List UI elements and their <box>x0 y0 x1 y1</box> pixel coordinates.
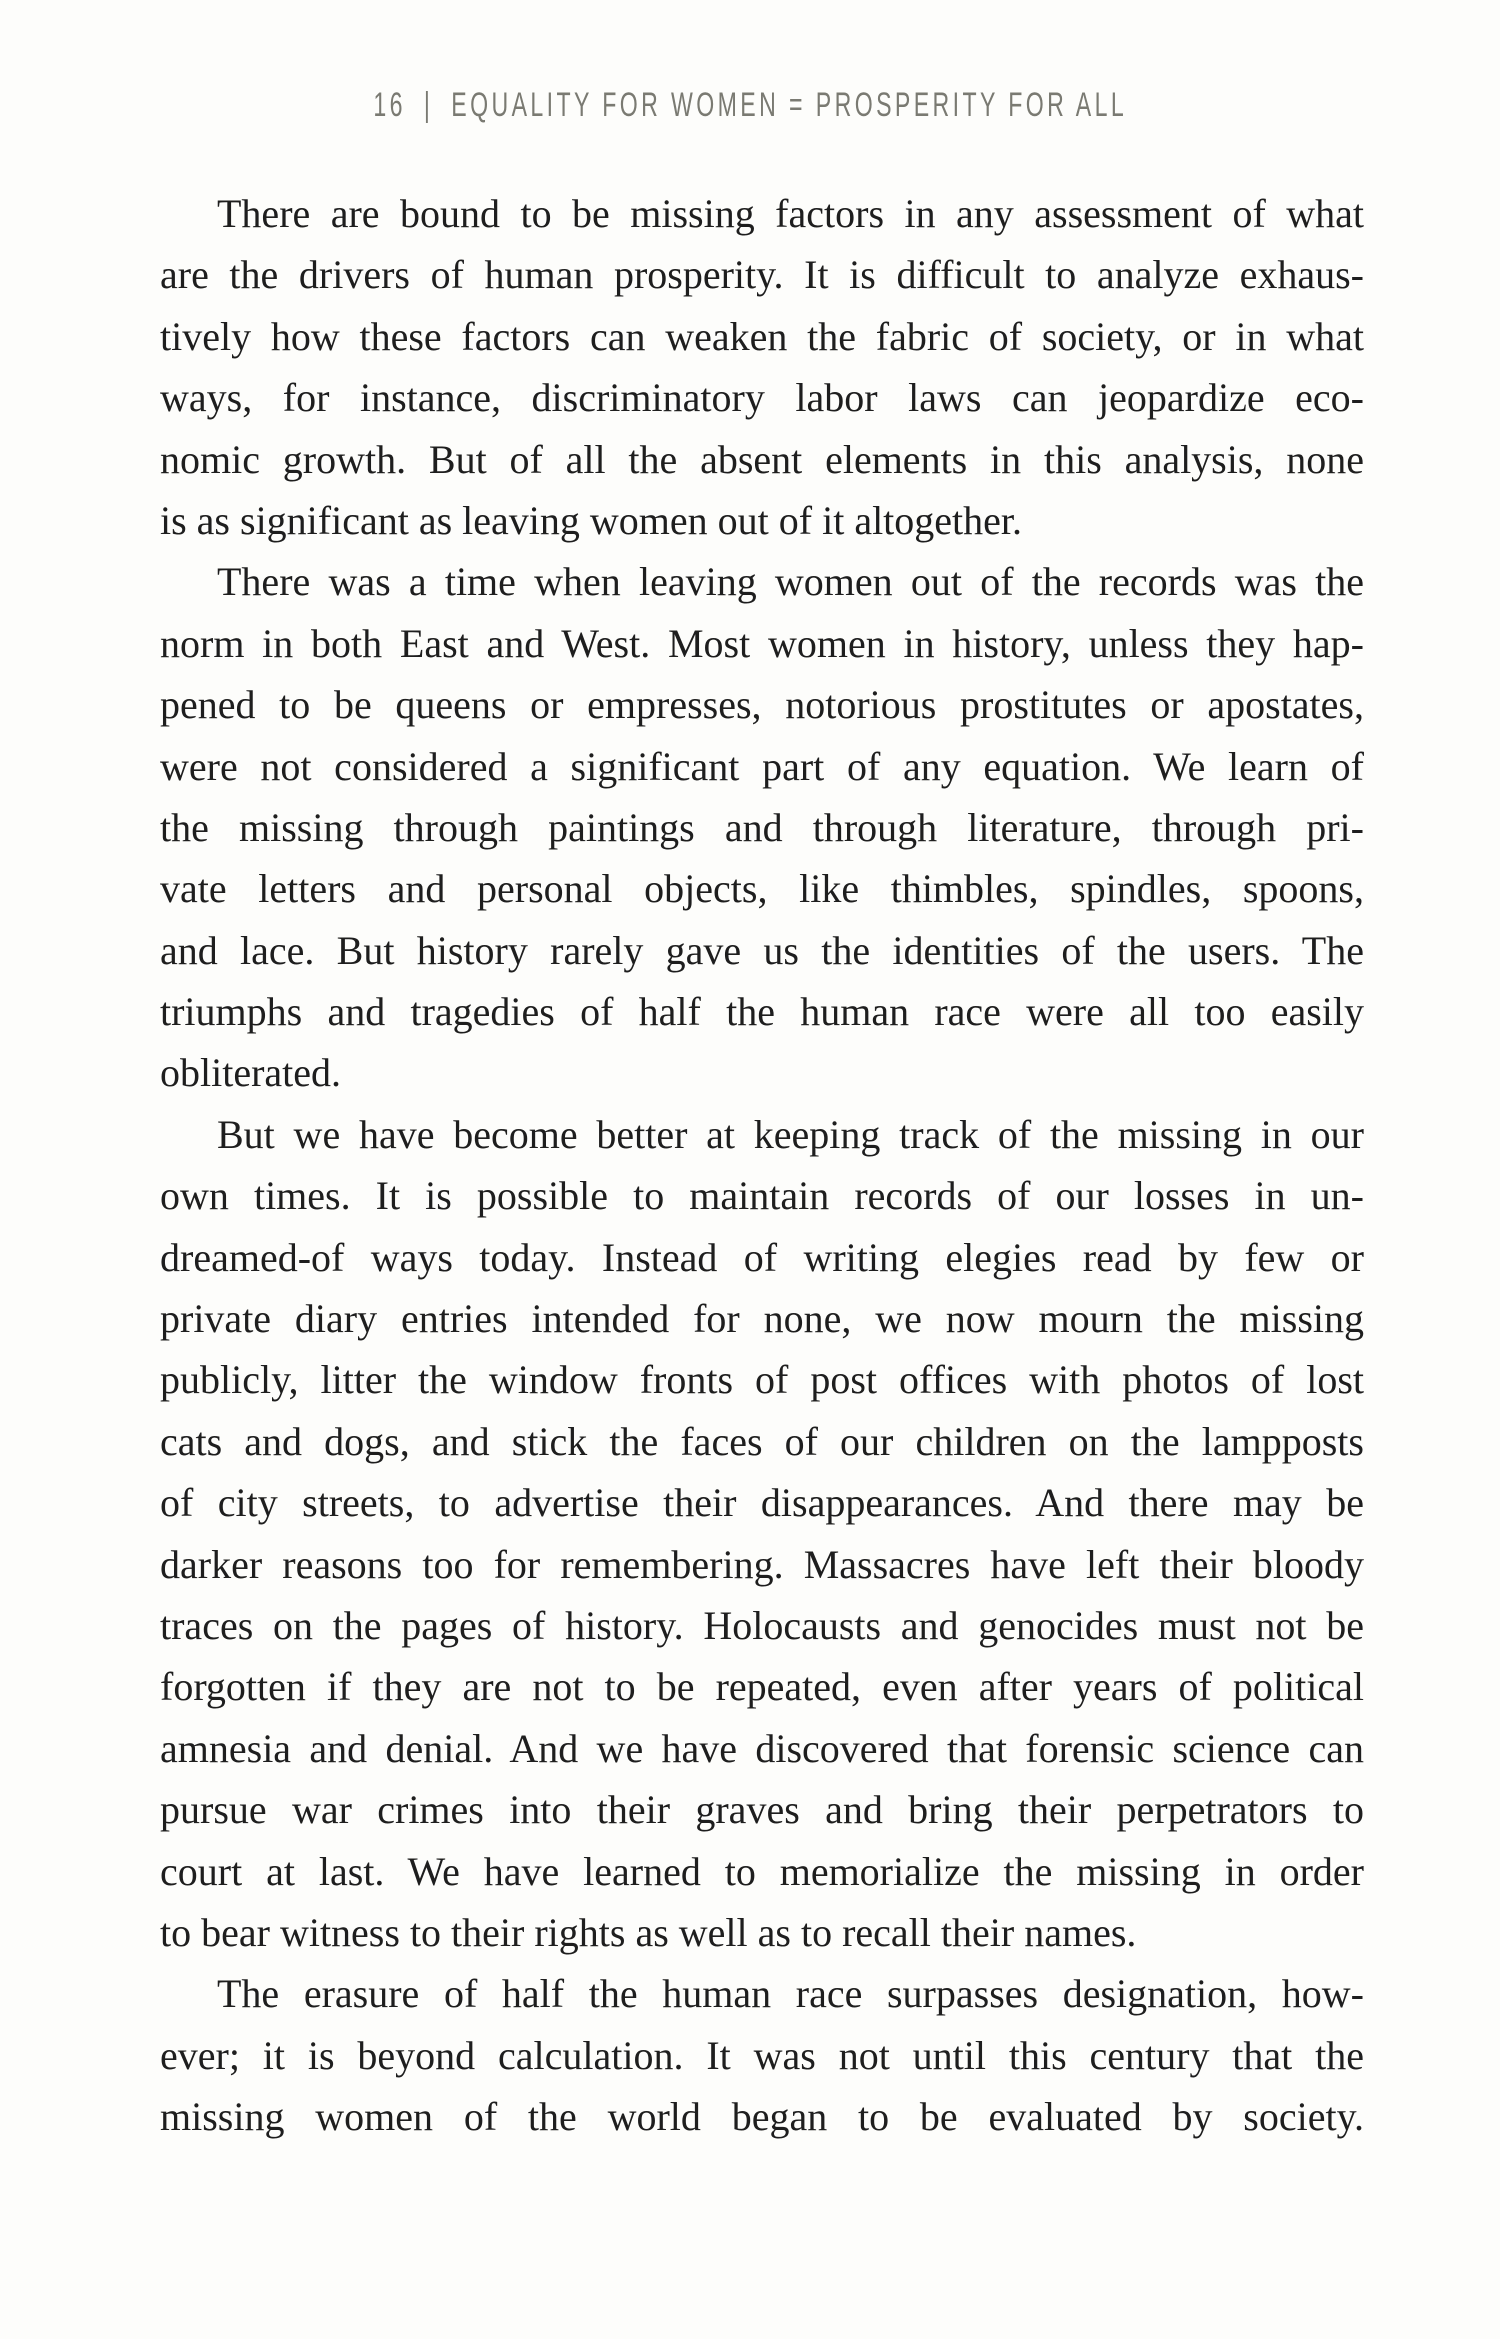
text-line: the missing through paintings and through literature, through pri- <box>160 804 1364 850</box>
text-line: own times. It is possible to maintain records of our losses in un- <box>160 1173 1364 1219</box>
paragraph <box>160 183 1364 551</box>
text-line: tively how these factors can weaken the fabric of society, or in what <box>160 313 1364 359</box>
page-number: 16 <box>373 86 406 124</box>
text-line: obliterated. <box>160 1050 342 1096</box>
text-line: private diary entries intended for none, we now mourn the missing <box>160 1296 1364 1342</box>
text-line: amnesia and denial. And we have discovered that forensic science can <box>160 1725 1364 1771</box>
text-line: triumphs and tragedies of half the human race were all too easily <box>160 989 1364 1035</box>
text-line: missing women of the world began to be evaluated by society. <box>160 2094 1364 2140</box>
text-line: There was a time when leaving women out of the records was the <box>217 559 1364 605</box>
text-line: There are bound to be missing factors in any assessment of what <box>217 191 1364 236</box>
text-line: to bear witness to their rights as well as to recall their names. <box>160 1909 1137 1955</box>
text-line: are the drivers of human prosperity. It is difficult to analyze exhaus- <box>160 252 1364 298</box>
text-line: But we have become better at keeping track of the missing in our <box>217 1111 1364 1157</box>
text-line: dreamed-of ways today. Instead of writing elegies read by few or <box>160 1234 1364 1280</box>
text-line: traces on the pages of history. Holocausts and genocides must not be <box>160 1602 1364 1648</box>
paragraph <box>160 1963 1364 2147</box>
text-line: ways, for instance, discriminatory labor laws can jeopardize eco- <box>160 375 1364 421</box>
text-line: court at last. We have learned to memorialize the missing in order <box>160 1848 1364 1894</box>
text-line: nomic growth. But of all the absent elements in this analysis, none <box>160 436 1364 482</box>
running-head <box>0 86 1500 125</box>
text-line: of city streets, to advertise their disappearances. And there may be <box>160 1480 1364 1526</box>
text-line: and lace. But history rarely gave us the identities of the users. The <box>160 927 1364 973</box>
text-line: publicly, litter the window fronts of post offices with photos of lost <box>160 1357 1364 1403</box>
text-line: pursue war crimes into their graves and bring their perpetrators to <box>160 1787 1364 1833</box>
book-title: EQUALITY FOR WOMEN = PROSPERITY FOR ALL <box>451 86 1127 124</box>
text-line: norm in both East and West. Most women in history, unless they hap- <box>160 620 1364 666</box>
paragraph <box>160 1104 1364 1963</box>
text-line: The erasure of half the human race surpasses designation, how- <box>217 1971 1364 2017</box>
text-line: vate letters and personal objects, like thimbles, spindles, spoons, <box>160 866 1364 912</box>
text-line: forgotten if they are not to be repeated, even after years of political <box>160 1664 1364 1710</box>
text-line: is as significant as leaving women out of it altogether. <box>160 497 1023 543</box>
text-line: cats and dogs, and stick the faces of our children on the lampposts <box>160 1418 1364 1464</box>
text-line: darker reasons too for remembering. Massacres have left their bloody <box>160 1541 1364 1587</box>
header-separator: | <box>423 86 434 124</box>
text-line: were not considered a significant part of any equation. We learn of <box>160 743 1364 789</box>
paragraph <box>160 551 1364 1104</box>
text-line: pened to be queens or empresses, notorious prostitutes or apostates, <box>160 682 1364 728</box>
body-text <box>160 183 1364 2148</box>
text-line: ever; it is beyond calculation. It was not until this century that the <box>160 2032 1364 2078</box>
